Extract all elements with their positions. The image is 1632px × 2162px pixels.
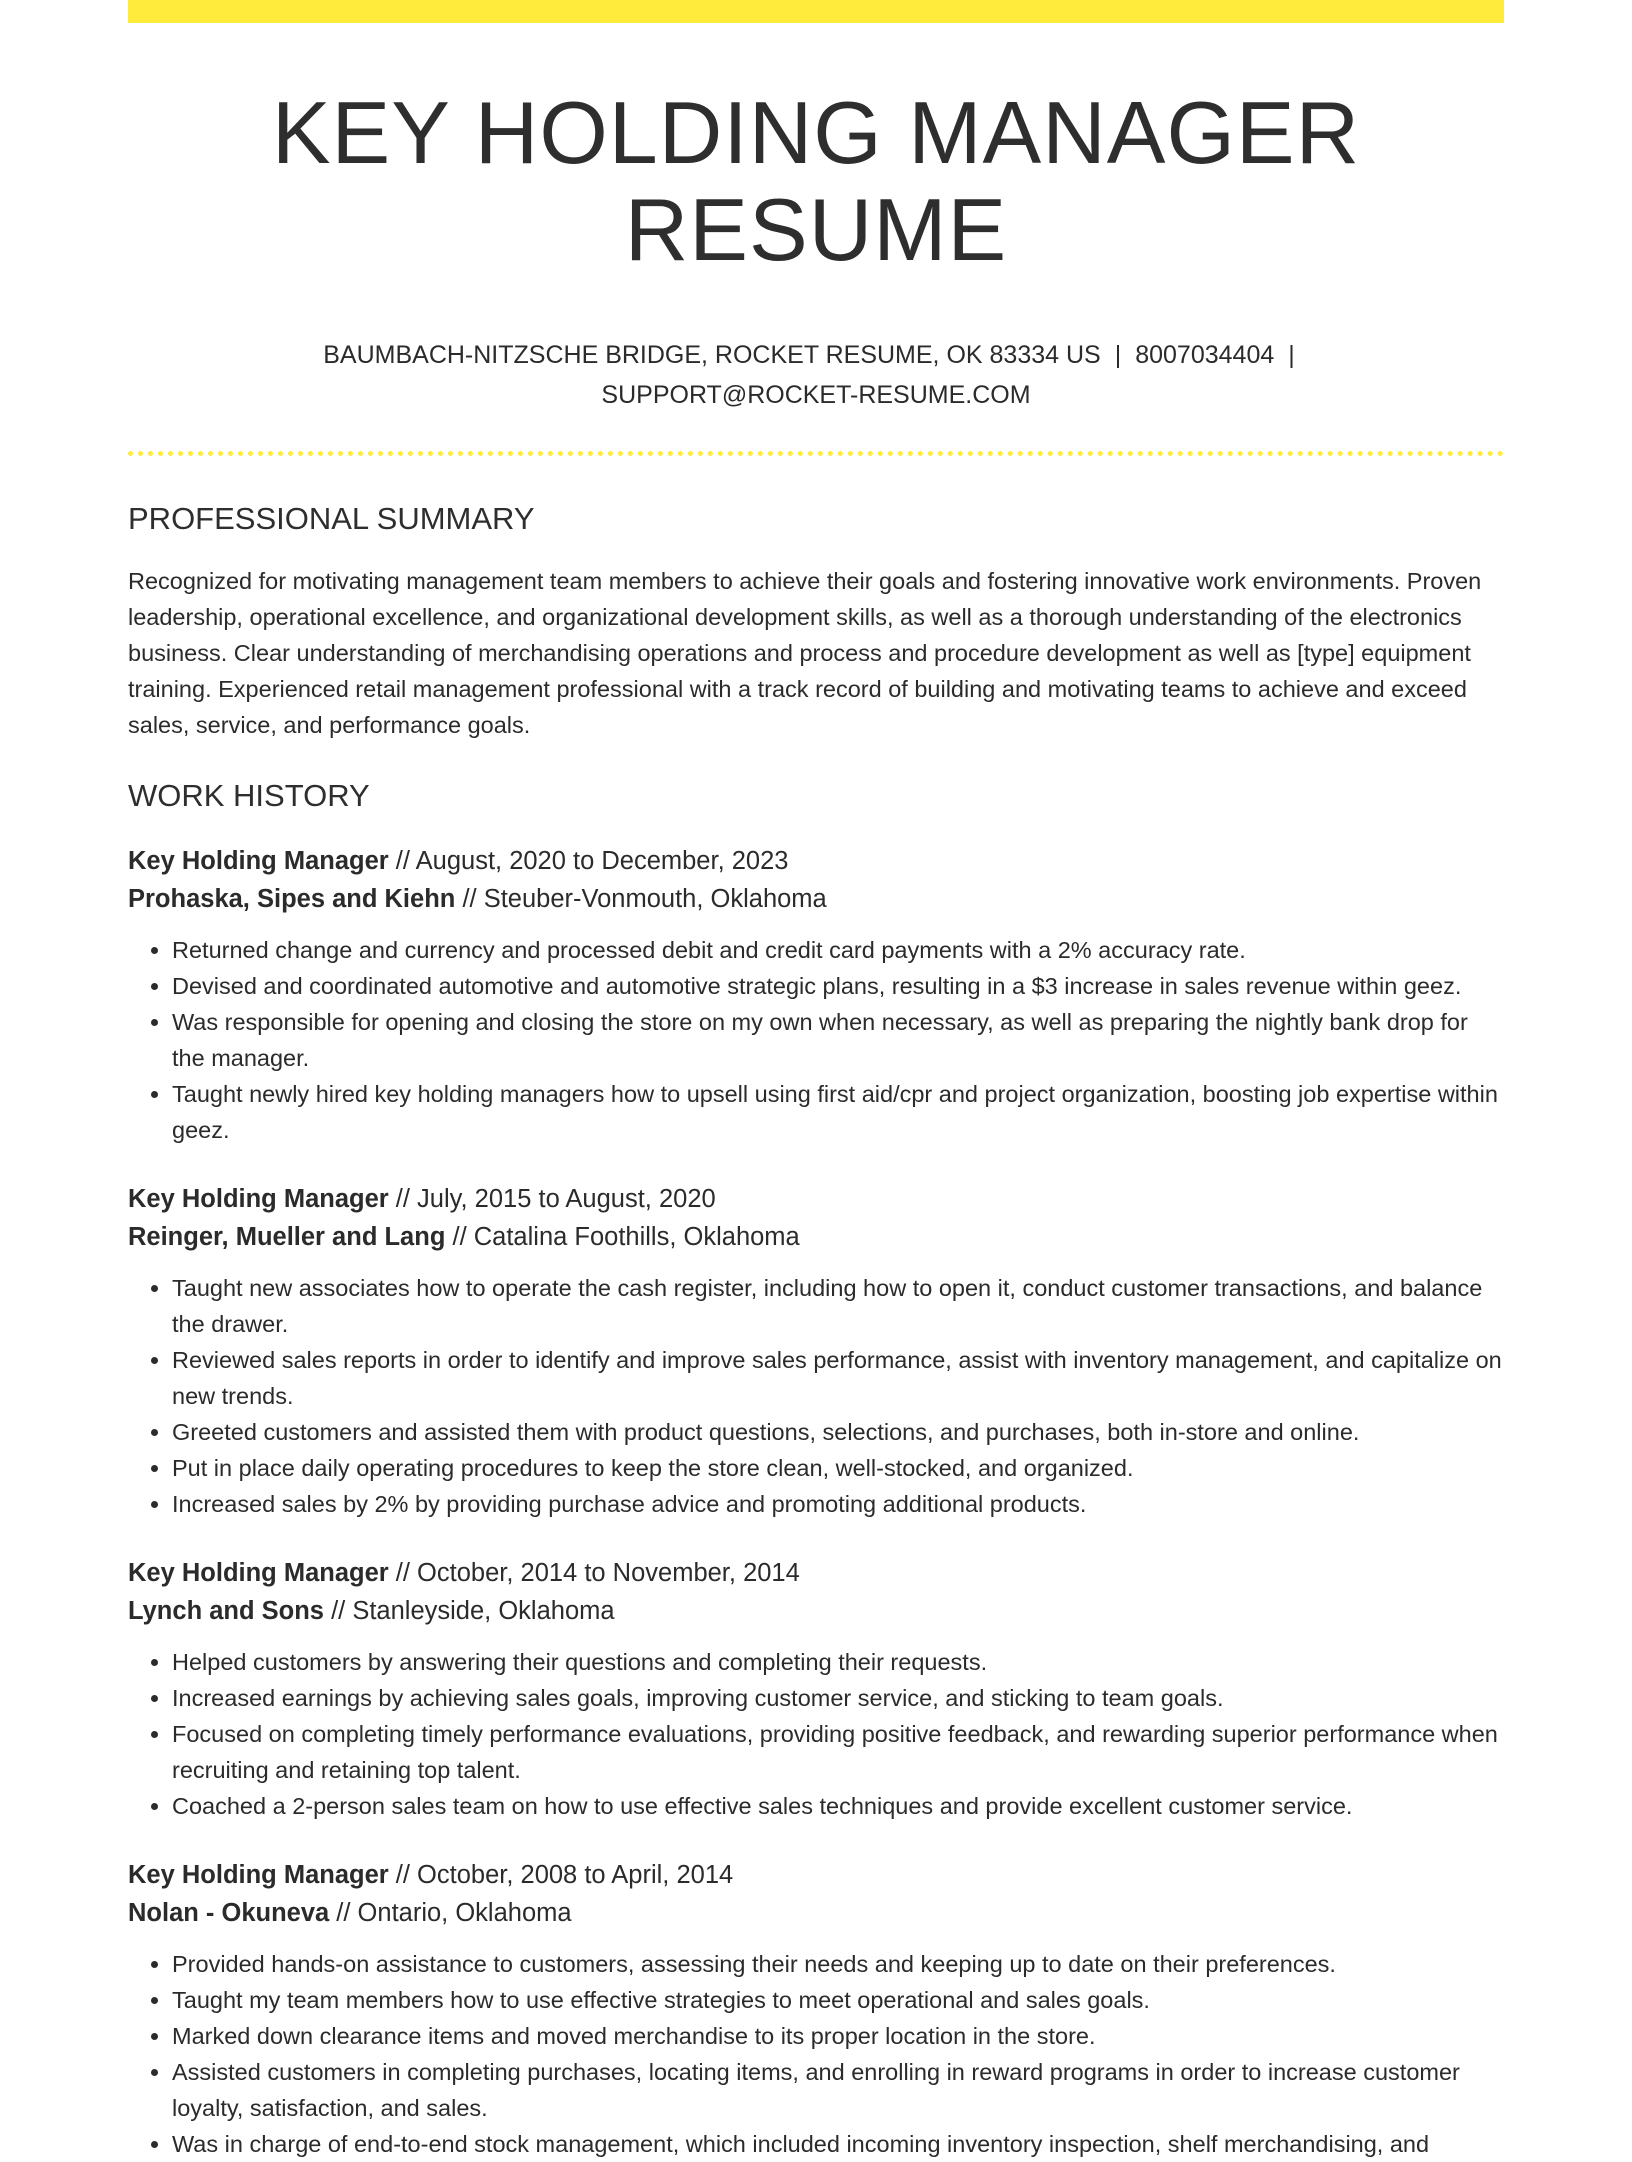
list-item: • Assisted customers in completing purchases, locating items, and enrolling in reward programs in order to increase customer loyalty, satisfaction, and sales. — [172, 2054, 1504, 2126]
job-location: // Ontario, Oklahoma — [329, 1898, 572, 1927]
job-company-line — [128, 880, 1504, 918]
job-title: Key Holding Manager — [128, 1184, 389, 1213]
job-entry — [128, 842, 1504, 1148]
list-item: • Reviewed sales reports in order to identify and improve sales performance, assist with inventory management, and capitalize on new trends. — [172, 1342, 1504, 1414]
job-entry — [128, 1856, 1504, 2162]
job-location: // Steuber-Vonmouth, Oklahoma — [455, 884, 827, 913]
list-item: • Greeted customers and assisted them with product questions, selections, and purchases, both in-store and online. — [172, 1414, 1504, 1450]
job-company-line — [128, 1218, 1504, 1256]
work-history-heading: WORK HISTORY — [128, 777, 370, 813]
job-company: Reinger, Mueller and Lang — [128, 1222, 446, 1251]
job-title-line — [128, 842, 1504, 880]
list-item: • Taught my team members how to use effective strategies to meet operational and sales goals. — [172, 1982, 1504, 2018]
contact-info — [266, 335, 1366, 415]
contact-address: BAUMBACH-NITZSCHE BRIDGE, ROCKET RESUME, OK 83334 US — [323, 340, 1101, 369]
list-item: • Taught newly hired key holding managers how to upsell using first aid/cpr and project organization, boosting job expertise within geez. — [172, 1076, 1504, 1148]
job-title: Key Holding Manager — [128, 1860, 389, 1889]
job-company-line — [128, 1894, 1504, 1932]
list-item: • Provided hands-on assistance to customers, assessing their needs and keeping up to date on their preferences. — [172, 1946, 1504, 1982]
list-item: • Was in charge of end-to-end stock management, which included incoming inventory inspection, shelf merchandising, and — [172, 2126, 1504, 2162]
list-item: • Was responsible for opening and closing the store on my own when necessary, as well as preparing the nightly bank drop for the manager. — [172, 1004, 1504, 1076]
job-dates: // October, 2008 to April, 2014 — [388, 1860, 734, 1889]
job-company-line — [128, 1592, 1504, 1630]
job-company: Prohaska, Sipes and Kiehn — [128, 884, 456, 913]
contact-separator: | — [1114, 340, 1122, 369]
contact-email: SUPPORT@ROCKET-RESUME.COM — [601, 380, 1031, 409]
list-item: • Devised and coordinated automotive and automotive strategic plans, resulting in a $3 increase in sales revenue within geez. — [172, 968, 1504, 1004]
list-item: • Focused on completing timely performance evaluations, providing positive feedback, and rewarding superior performance when recruiting and retaining top talent. — [172, 1716, 1504, 1788]
list-item: • Increased sales by 2% by providing purchase advice and promoting additional products. — [172, 1486, 1504, 1522]
list-item: • Coached a 2-person sales team on how to use effective sales techniques and provide excellent customer service. — [172, 1788, 1504, 1824]
list-item: • Taught new associates how to operate the cash register, including how to open it, conduct customer transactions, and balance the drawer. — [172, 1270, 1504, 1342]
list-item: • Increased earnings by achieving sales goals, improving customer service, and sticking to team goals. — [172, 1680, 1504, 1716]
job-dates: // August, 2020 to December, 2023 — [388, 846, 789, 875]
job-entry — [128, 1180, 1504, 1522]
job-bullets — [128, 1946, 1504, 2162]
job-location: // Catalina Foothills, Oklahoma — [445, 1222, 800, 1251]
list-item: • Marked down clearance items and moved merchandise to its proper location in the store. — [172, 2018, 1504, 2054]
contact-phone: 8007034404 — [1135, 340, 1275, 369]
resume-title: KEY HOLDING MANAGER RESUME — [271, 83, 1361, 279]
job-entry — [128, 1554, 1504, 1824]
job-title-line — [128, 1856, 1504, 1894]
contact-separator: | — [1288, 340, 1295, 369]
job-title: Key Holding Manager — [128, 846, 389, 875]
job-location: // Stanleyside, Oklahoma — [324, 1596, 615, 1625]
list-item: • Helped customers by answering their questions and completing their requests. — [172, 1644, 1504, 1680]
job-title-line — [128, 1554, 1504, 1592]
top-accent-bar — [128, 0, 1504, 23]
dotted-divider — [128, 451, 1504, 456]
job-dates: // October, 2014 to November, 2014 — [388, 1558, 800, 1587]
list-item: • Returned change and currency and processed debit and credit card payments with a 2% accuracy rate. — [172, 932, 1504, 968]
job-title-line — [128, 1180, 1504, 1218]
job-bullets — [128, 1270, 1504, 1522]
job-title: Key Holding Manager — [128, 1558, 389, 1587]
summary-heading: PROFESSIONAL SUMMARY — [128, 500, 535, 536]
job-dates: // July, 2015 to August, 2020 — [388, 1184, 716, 1213]
job-company: Lynch and Sons — [128, 1596, 324, 1625]
resume-page — [128, 0, 1504, 2162]
job-company: Nolan - Okuneva — [128, 1898, 330, 1927]
list-item: • Put in place daily operating procedures to keep the store clean, well-stocked, and organized. — [172, 1450, 1504, 1486]
summary-text: Recognized for motivating management team members to achieve their goals and fostering innovative work environments. Proven leadership, operational excellence, and organizational development skills, as well as a thorough understanding of the electronics business. Clear understanding of merchandising operations and process and procedure development as well as [type] equipment training. Experienced retail management professional with a track record of building and motivating teams to achieve and exceed sales, service, and performance goals. — [128, 567, 1482, 738]
job-bullets — [128, 1644, 1504, 1824]
job-bullets — [128, 932, 1504, 1148]
